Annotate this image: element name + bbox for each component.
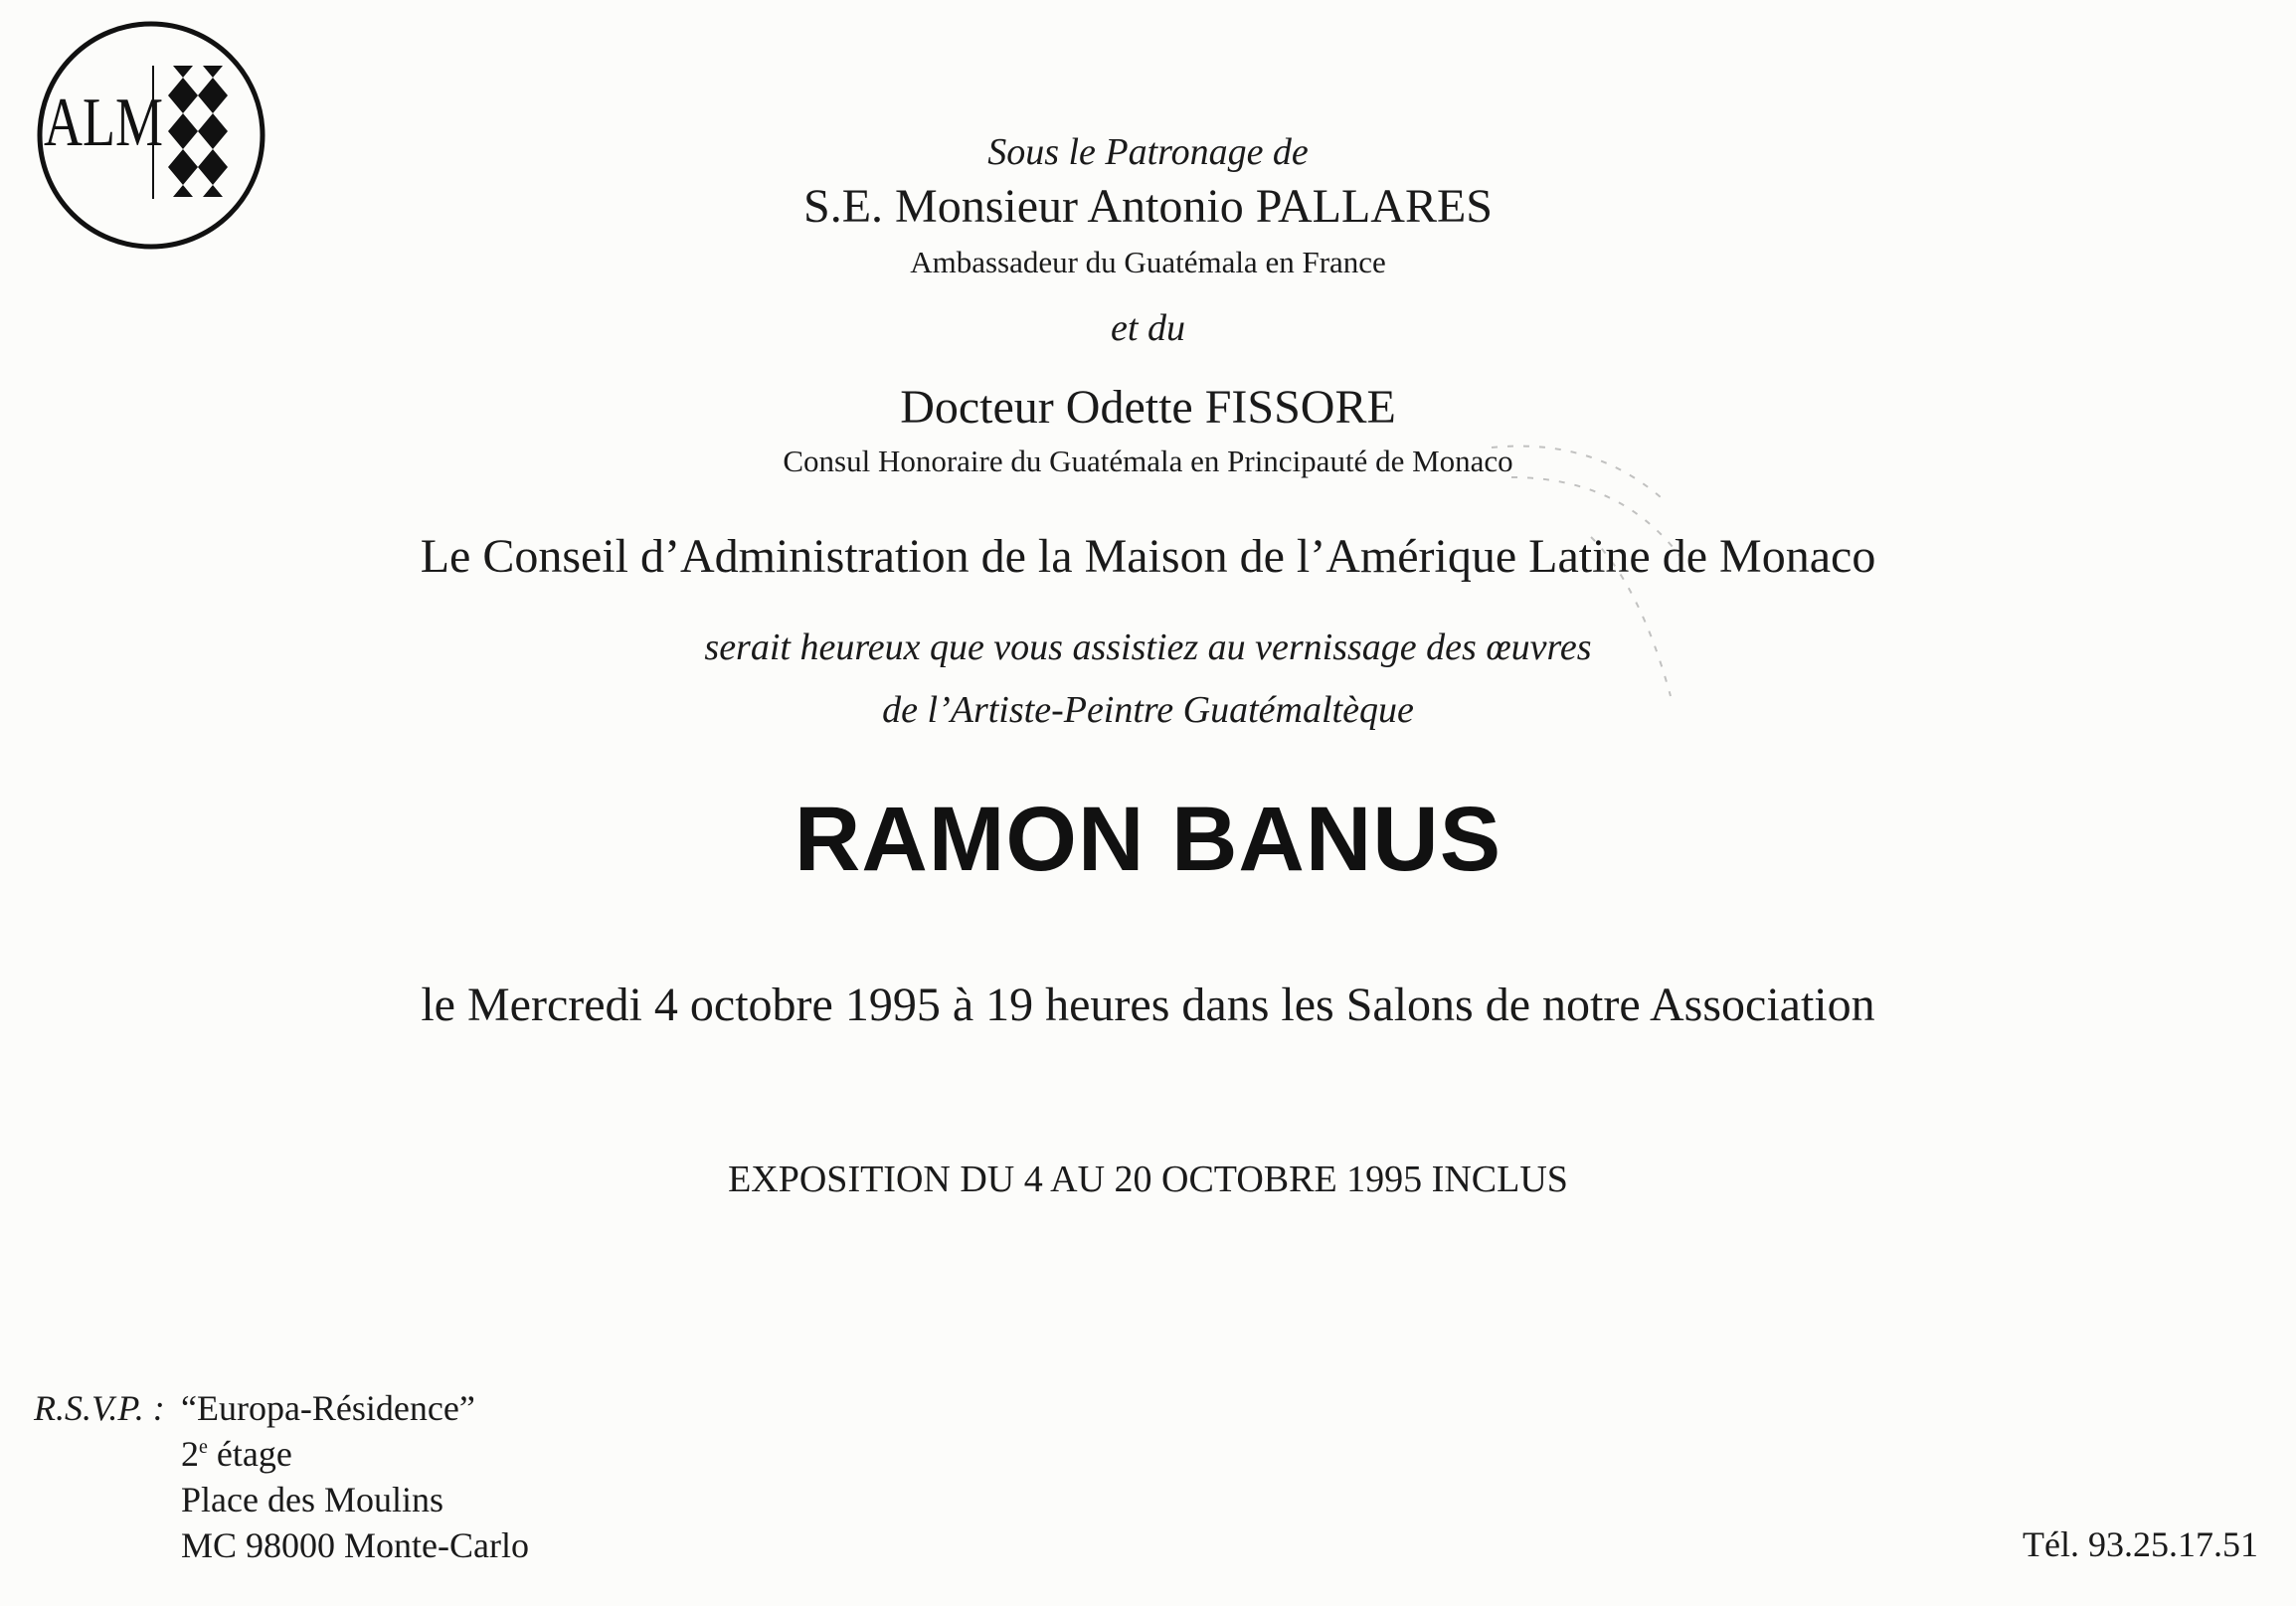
- phone-number: Tél. 93.25.17.51: [2023, 1524, 2258, 1564]
- patronage-connector: et du: [1111, 307, 1185, 349]
- invitation-line-2: de l’Artiste-Peintre Guatémaltèque: [882, 689, 1414, 731]
- patronage-intro: Sous le Patronage de: [987, 131, 1309, 173]
- rsvp-city: MC 98000 Monte-Carlo: [181, 1525, 529, 1565]
- rsvp-street: Place des Moulins: [181, 1480, 443, 1519]
- logo-letters: ALM: [44, 85, 163, 161]
- consul-name: Docteur Odette FISSORE: [900, 381, 1396, 434]
- ambassador-name: S.E. Monsieur Antonio PALLARES: [803, 180, 1493, 233]
- rsvp-block: [34, 1385, 529, 1568]
- rsvp-floor-suffix: e: [199, 1436, 208, 1458]
- ambassador-title: Ambassadeur du Guatémala en France: [910, 245, 1386, 279]
- host-organization: Le Conseil d’Administration de la Maison de l’Amérique Latine de Monaco: [420, 530, 1876, 583]
- event-date: le Mercredi 4 octobre 1995 à 19 heures dans les Salons de notre Association: [421, 979, 1875, 1031]
- rsvp-building: “Europa-Résidence”: [181, 1388, 475, 1428]
- rsvp-floor-number: 2: [181, 1434, 199, 1474]
- consul-title: Consul Honoraire du Guatémala en Principauté de Monaco: [783, 444, 1513, 478]
- rsvp-floor-word: étage: [207, 1434, 292, 1474]
- exhibition-dates: EXPOSITION DU 4 AU 20 OCTOBRE 1995 INCLUS: [728, 1159, 1568, 1200]
- rsvp-address: [181, 1385, 529, 1568]
- invitation-line-1: serait heureux que vous assistiez au vernissage des œuvres: [704, 626, 1592, 668]
- rsvp-floor: [181, 1431, 529, 1477]
- rsvp-label: R.S.V.P. :: [34, 1388, 165, 1428]
- artist-name: RAMON BANUS: [794, 789, 1502, 890]
